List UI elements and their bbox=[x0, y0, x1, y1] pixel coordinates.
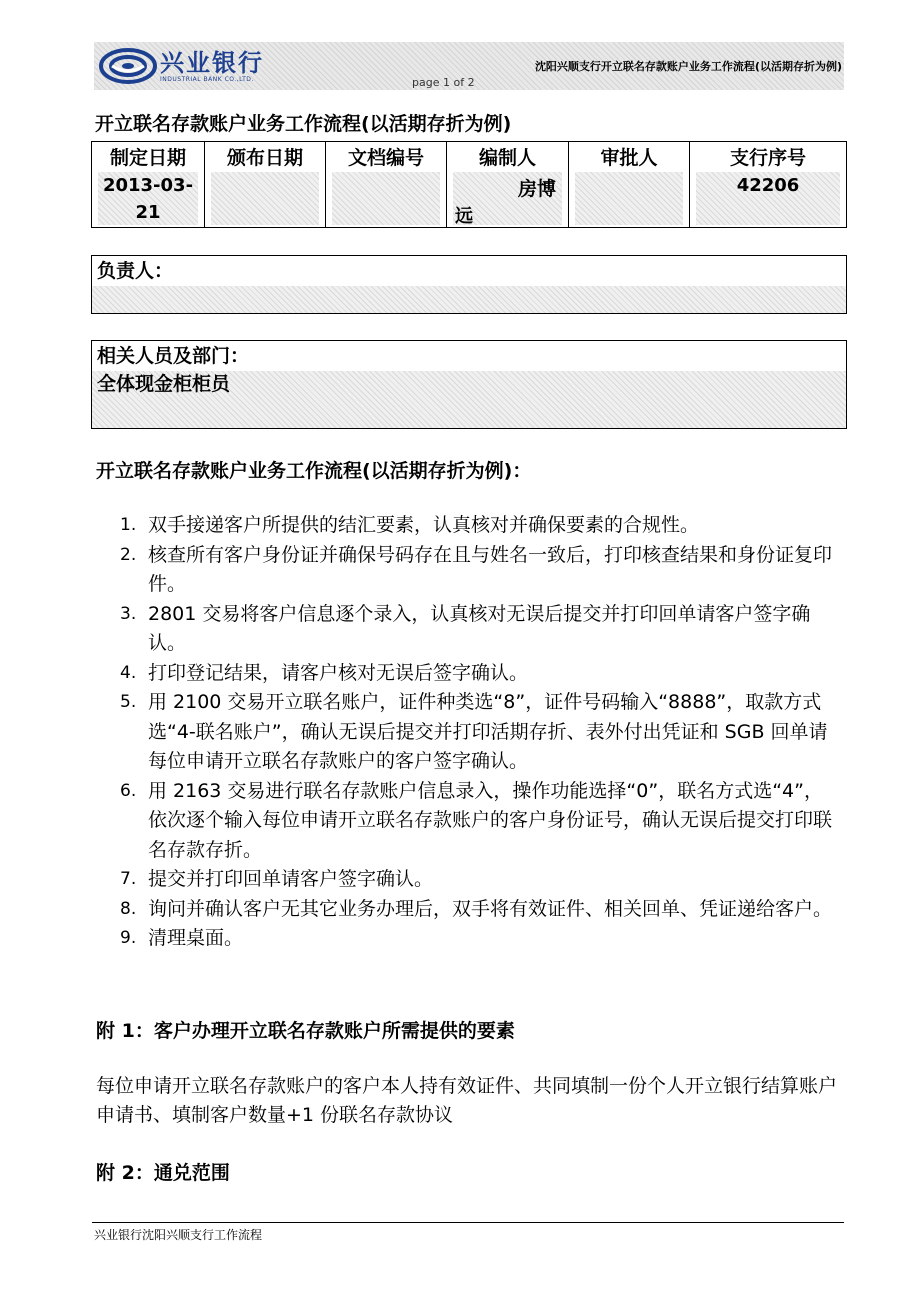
header-branch-no: 支行序号 bbox=[696, 144, 840, 172]
step-number: 2. bbox=[120, 544, 137, 565]
author-line1: 房博 bbox=[517, 178, 556, 200]
list-item bbox=[120, 600, 840, 659]
page-indicator: page 1 of 2 bbox=[412, 76, 475, 89]
list-item bbox=[120, 688, 840, 777]
list-item bbox=[120, 511, 840, 541]
procedure-title: 开立联名存款账户业务工作流程(以活期存折为例)： bbox=[96, 460, 532, 482]
step-text: 2801 交易将客户信息逐个录入，认真核对无误后提交并打印回单请客户签字确认。 bbox=[148, 602, 811, 654]
cell-branch-no bbox=[690, 142, 847, 228]
step-text: 用 2100 交易开立联名账户，证件种类选“8”，证件号码输入“8888”，取款方式选“4-联名账户”，确认无误后提交并打印活期存折、表外付出凭证和 SGB 回单请每位申请开立联名存款账户的客户签字确认。 bbox=[148, 691, 828, 772]
related-box bbox=[91, 340, 847, 429]
cell-author bbox=[447, 142, 569, 228]
step-number: 4. bbox=[120, 662, 137, 683]
step-text: 用 2163 交易进行联名存款账户信息录入，操作功能选择“0”，联名方式选“4”，依次逐个输入每位申请开立联名存款账户的客户身份证号，确认无误后提交打印联名存款存折。 bbox=[148, 779, 833, 861]
header-date: 制定日期 bbox=[98, 144, 198, 172]
step-text: 提交并打印回单请客户签字确认。 bbox=[148, 868, 434, 890]
responsible-label: 负责人： bbox=[92, 256, 846, 283]
related-label: 相关人员及部门： bbox=[92, 341, 846, 368]
cell-doc-number bbox=[326, 142, 447, 228]
responsible-box bbox=[91, 255, 847, 314]
step-text: 打印登记结果，请客户核对无误后签字确认。 bbox=[148, 661, 529, 684]
list-item bbox=[120, 865, 840, 895]
step-number: 5. bbox=[120, 692, 137, 712]
bank-logo bbox=[98, 44, 288, 88]
step-number: 8. bbox=[120, 898, 137, 919]
step-number: 6. bbox=[120, 780, 137, 801]
appendix1-title: 附 1：客户办理开立联名存款账户所需提供的要素 bbox=[96, 1020, 515, 1042]
procedure-steps bbox=[120, 511, 840, 954]
cell-issue-date bbox=[205, 142, 326, 228]
info-table bbox=[91, 141, 847, 228]
footer-divider bbox=[92, 1222, 844, 1223]
footer-text: 兴业银行沈阳兴顺支行工作流程 bbox=[94, 1228, 263, 1242]
author-line2: 远 bbox=[455, 206, 473, 227]
step-number: 9. bbox=[120, 928, 137, 948]
cell-approver bbox=[569, 142, 690, 228]
related-value-field bbox=[92, 371, 846, 428]
header-approver: 审批人 bbox=[575, 144, 683, 172]
date-line1: 2013-03- bbox=[102, 175, 194, 196]
related-value: 全体现金柜柜员 bbox=[97, 373, 231, 395]
logo-subtext: INDUSTRIAL BANK CO.,LTD. bbox=[160, 75, 254, 83]
responsible-value-field bbox=[92, 286, 846, 313]
appendix2-title: 附 2：通兑范围 bbox=[96, 1162, 230, 1184]
header-doc-title: 沈阳兴顺支行开立联名存款账户业务工作流程(以活期存折为例) bbox=[534, 60, 842, 73]
step-number: 7. bbox=[120, 869, 137, 889]
step-text: 双手接递客户所提供的结汇要素，认真核对并确保要素的合规性。 bbox=[148, 514, 700, 536]
step-number: 1. bbox=[120, 515, 137, 535]
header-doc-number: 文档编号 bbox=[332, 144, 440, 172]
step-text: 清理桌面。 bbox=[148, 927, 244, 949]
list-item bbox=[120, 777, 840, 866]
step-number: 3. bbox=[120, 603, 137, 624]
list-item bbox=[120, 659, 840, 689]
header-author: 编制人 bbox=[453, 144, 562, 172]
page-title: 开立联名存款账户业务工作流程(以活期存折为例) bbox=[95, 113, 512, 135]
header-issue-date: 颁布日期 bbox=[211, 144, 319, 172]
list-item bbox=[120, 895, 840, 925]
branch-number: 42206 bbox=[736, 175, 800, 196]
bank-logo-icon bbox=[98, 46, 158, 86]
logo-text: 兴业银行 bbox=[160, 47, 264, 77]
cell-date bbox=[92, 142, 205, 228]
list-item bbox=[120, 924, 840, 954]
step-text: 核查所有客户身份证并确保号码存在且与姓名一致后，打印核查结果和身份证复印件。 bbox=[148, 543, 833, 595]
date-line2: 21 bbox=[135, 202, 161, 223]
list-item bbox=[120, 541, 840, 600]
appendix1-body: 每位申请开立联名存款账户的客户本人持有效证件、共同填制一份个人开立银行结算账户申请书、填制客户数量+1 份联名存款协议 bbox=[96, 1075, 838, 1126]
step-text: 询问并确认客户无其它业务办理后，双手将有效证件、相关回单、凭证递给客户。 bbox=[148, 897, 833, 920]
